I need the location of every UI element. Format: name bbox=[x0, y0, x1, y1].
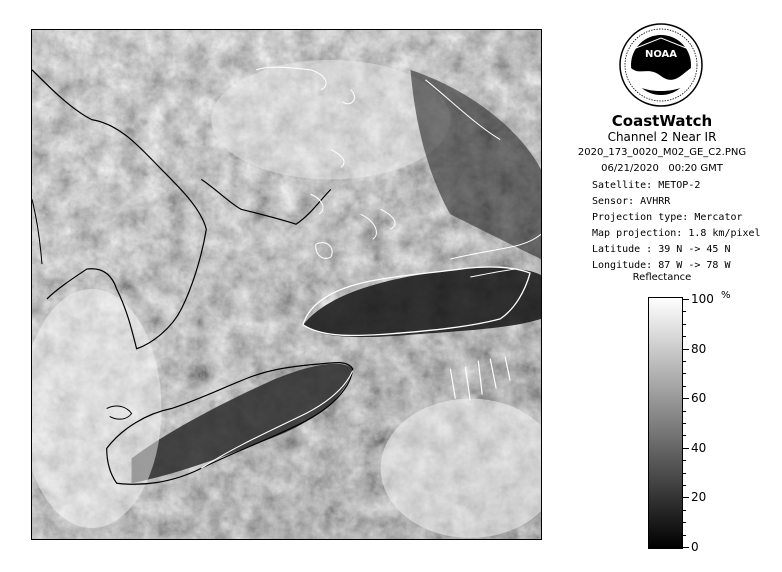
scale-tick bbox=[683, 535, 686, 536]
longitude-range-label: Longitude: 87 W -> 78 W bbox=[592, 260, 731, 271]
scale-tick bbox=[683, 497, 689, 498]
scale-tick bbox=[683, 448, 689, 449]
scale-tick bbox=[683, 435, 686, 436]
acquisition-datetime: 06/21/2020 00:20 GMT bbox=[601, 163, 723, 174]
scale-tick bbox=[683, 522, 686, 523]
scale-tick bbox=[683, 411, 686, 412]
map-imagery bbox=[32, 30, 541, 539]
scale-tick bbox=[683, 324, 686, 325]
logo-center-text: NOAA bbox=[644, 49, 678, 60]
scale-label-40: 40 bbox=[691, 440, 707, 455]
scale-label-0: 0 bbox=[691, 540, 699, 554]
scale-tick bbox=[683, 423, 686, 424]
scale-tick bbox=[683, 336, 686, 337]
scale-tick bbox=[683, 311, 686, 312]
noaa-logo-icon bbox=[618, 22, 704, 108]
scale-tick bbox=[683, 547, 689, 548]
scale-tick bbox=[683, 386, 686, 387]
scale-tick bbox=[683, 349, 689, 350]
scale-label-100: 100 bbox=[691, 292, 714, 306]
reflectance-scale-bar bbox=[648, 297, 683, 549]
brand-title: CoastWatch bbox=[611, 112, 713, 130]
scale-tick bbox=[683, 473, 686, 474]
satellite-label: Satellite: METOP-2 bbox=[592, 180, 701, 191]
scale-tick bbox=[683, 485, 686, 486]
satellite-map[interactable] bbox=[31, 29, 542, 540]
scale-label-80: 80 bbox=[691, 341, 707, 356]
latitude-range-label: Latitude : 39 N -> 45 N bbox=[592, 244, 731, 255]
scale-label-20: 20 bbox=[691, 490, 707, 505]
scale-tick bbox=[683, 398, 689, 399]
scale-label-60: 60 bbox=[691, 391, 707, 406]
scale-tick bbox=[683, 361, 686, 362]
channel-label: Channel 2 Near IR bbox=[607, 130, 717, 144]
scale-tick bbox=[683, 460, 686, 461]
scale-title: Reflectance bbox=[632, 272, 692, 283]
sensor-label: Sensor: AVHRR bbox=[592, 196, 671, 207]
scale-tick bbox=[683, 373, 686, 374]
map-projection-label: Map projection: 1.8 km/pixel bbox=[592, 228, 761, 239]
scale-tick bbox=[683, 510, 686, 511]
scale-unit: % bbox=[721, 290, 731, 301]
noaa-logo bbox=[618, 22, 704, 108]
projection-type-label: Projection type: Mercator bbox=[592, 212, 743, 223]
image-filename: 2020_173_0020_M02_GE_C2.PNG bbox=[577, 147, 747, 158]
scale-tick bbox=[683, 299, 689, 300]
